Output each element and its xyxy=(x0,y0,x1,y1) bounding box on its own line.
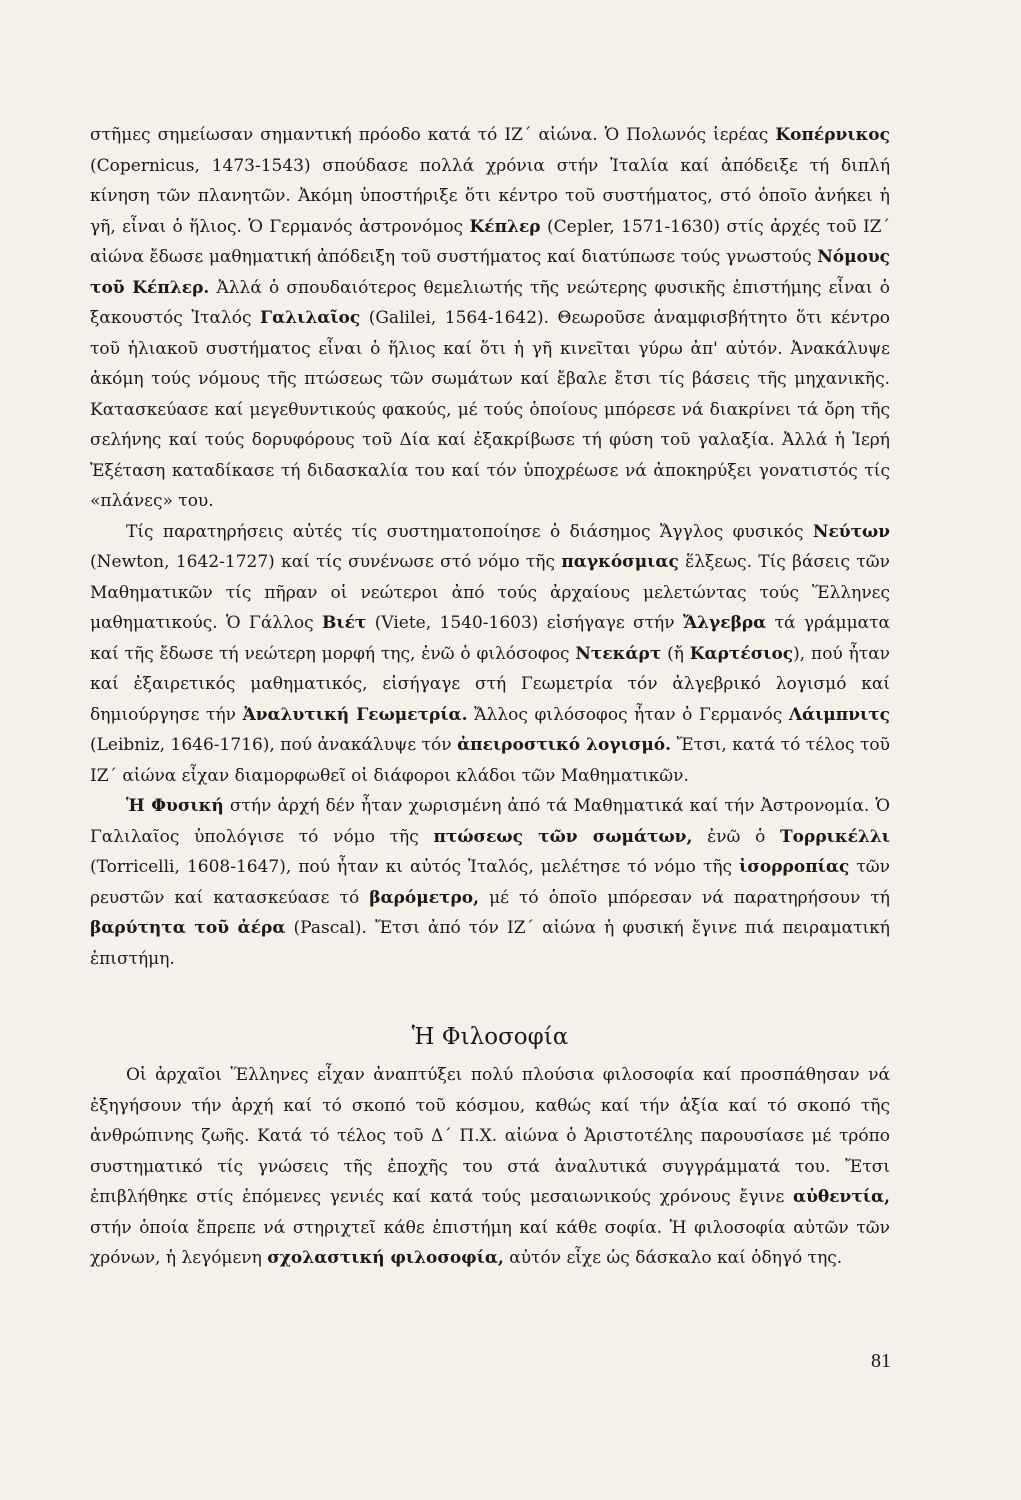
text-run: Ἀλλά ὁ σπουδαιότερος θεμελιωτής τῆς νεώτερης φυσικῆς ἐπιστήμης εἶναι ὁ ξακουστός Ἰταλός xyxy=(90,277,890,328)
section-body-text xyxy=(90,1060,890,1274)
text-run: τά γράμματα καί τῆς ἔδωσε τή νεώτερη μορφή της, ἐνῶ ὁ φιλόσοφος xyxy=(90,613,890,664)
bold-term: Νεύτων xyxy=(812,521,890,542)
bold-term: Κοπέρνικος xyxy=(775,125,890,145)
text-run: (Copernicus, 1473-1543) σπούδασε πολλά χρόνια στήν Ἰταλία καί ἀπόδειξε τή διπλή κίνηση τῶν πλανητῶν. Ἀκόμη ὑποστήριξε ὅτι κέντρο τοῦ συστήματος, στό ὁποῖο ἀνήκει ἡ γῆ, εἶναι ὁ ἥλιος. Ὁ Γερμανός ἀστρονόμος xyxy=(90,155,890,237)
text-run: (Leibniz, 1646-1716), πού ἀνακάλυψε τόν xyxy=(90,735,458,755)
bold-term: Λάιμπνιτς xyxy=(788,704,891,725)
bold-term: Τορρικέλλι xyxy=(780,826,890,847)
text-run: στήν ἀρχή δέν ἦταν χωρισμένη ἀπό τά Μαθηματικά καί τήν Ἀστρονομία. Ὁ Γαλιλαῖος ὑπολόγισε τό νόμο τῆς xyxy=(90,796,890,847)
page-number: 81 xyxy=(871,1350,891,1372)
text-run: (Cepler, 1571-1630) στίς ἀρχές τοῦ ΙΖ΄ αἰώνα ἔδωσε μαθηματική ἀπόδειξη τοῦ συστήματος καί διατύπωσε τούς γνωστούς xyxy=(90,216,890,267)
paragraph xyxy=(90,120,890,517)
bold-term: ἀπειροστικό λογισμό. xyxy=(457,735,672,755)
text-run: αὐτόν εἶχε ὡς δάσκαλο καί ὁδηγό της. xyxy=(503,1248,843,1268)
text-run: (Newton, 1642-1727) καί τίς συνένωσε στό νόμο τῆς xyxy=(90,552,562,572)
paragraph xyxy=(90,1060,890,1274)
text-run: (Galilei, 1564-1642). Θεωροῦσε ἀναμφισβήτητο ὅτι κέντρο τοῦ ἡλιακοῦ συστήματος εἶναι ὁ ἥλιος καί ὅτι ἡ γῆ κινεῖται γύρω ἀπ' αὐτόν. Ἀνακάλυψε ἀκόμη τούς νόμους τῆς πτώσεως τῶν σωμάτων καί ἔβαλε ἔτσι τίς βάσεις τῆς μηχανικῆς. Κατασκεύασε καί μεγεθυντικούς φακούς, μέ τούς ὁποίους μπόρεσε νά διακρίνει τά ὄρη τῆς σελήνης καί τούς δορυφόρους τοῦ Δία καί ἐξακρίβωσε τή φύση τοῦ γαλαξία. Ἀλλά ἡ Ἱερή Ἐξέταση καταδίκασε τή διδασκαλία του καί τόν ὑποχρέωσε νά ἀποκηρύξει γονατιστός τίς «πλάνες» του. xyxy=(90,308,890,511)
bold-term: Ἡ Φυσική xyxy=(126,796,224,816)
bold-term: ἰσορροπίας xyxy=(739,857,850,877)
text-run: (Pascal). Ἔτσι ἀπό τόν ΙΖ΄ αἰώνα ἡ φυσική ἔγινε πιά πειραματική ἐπιστήμη. xyxy=(90,918,890,969)
bold-term: Γαλιλαῖος xyxy=(260,308,361,328)
text-run: Τίς παρατηρήσεις αὐτές τίς συστηματοποίησε ὁ διάσημος Ἄγγλος φυσικός xyxy=(126,521,813,542)
section-heading: Ἡ Φιλοσοφία xyxy=(411,1024,569,1050)
bold-term: Ἄλγεβρα xyxy=(682,613,767,633)
bold-term: παγκόσμιας xyxy=(561,552,679,572)
text-run: (Viete, 1540-1603) εἰσήγαγε στήν xyxy=(366,613,683,633)
text-run: (Torricelli, 1608-1647), πού ἦταν κι αὐτός Ἰταλός, μελέτησε τό νόμο τῆς xyxy=(90,857,740,877)
body-text xyxy=(90,120,890,974)
text-run: τῶν ρευστῶν καί κατασκεύασε τό xyxy=(90,857,890,908)
bold-term: Κέπλερ xyxy=(469,216,541,237)
bold-term: Νόμους τοῦ Κέπλερ. xyxy=(90,247,890,298)
bold-term: βαρόμετρο, xyxy=(369,887,480,908)
bold-term: σχολαστική φιλοσοφία, xyxy=(267,1248,504,1268)
text-run: μέ τό ὁποῖο μπόρεσαν νά παρατηρήσουν τή xyxy=(479,887,890,908)
bold-term: Βιέτ xyxy=(321,613,367,633)
text-run: ἕλξεως. Τίς βάσεις τῶν Μαθηματικῶν τίς πῆραν οἱ νεώτεροι ἀπό τούς ἀρχαίους μελετώντας τούς Ἕλληνες μαθηματικούς. Ὁ Γάλλος xyxy=(90,552,890,633)
bold-term: Ἀναλυτική Γεωμετρία. xyxy=(242,704,468,725)
paragraph xyxy=(90,517,890,792)
bold-term: αὐθεντία, xyxy=(792,1187,890,1207)
bold-term: Καρτέσιος xyxy=(689,643,794,664)
paragraph xyxy=(90,791,890,974)
text-column xyxy=(90,120,890,1274)
bold-term: βαρύτητα τοῦ ἀέρα xyxy=(90,918,286,938)
text-run: στήν ὁποία ἔπρεπε νά στηριχτεῖ κάθε ἐπιστήμη καί κάθε σοφία. Ἡ φιλοσοφία αὐτῶν τῶν χρόνων, ἡ λεγόμενη xyxy=(90,1217,890,1268)
text-run: ), πού ἦταν καί ἐξαιρετικός μαθηματικός, εἰσήγαγε στή Γεωμετρία τόν ἀλγεβρικό λογισμό καί δημιούργησε τήν xyxy=(90,643,891,725)
bold-term: πτώσεως τῶν σωμάτων, xyxy=(433,826,693,847)
text-run: Ἄλλος φιλόσοφος ἦταν ὁ Γερμανός xyxy=(467,704,789,725)
text-run: Οἱ ἀρχαῖοι Ἕλληνες εἶχαν ἀναπτύξει πολύ πλούσια φιλοσοφία καί προσπάθησαν νά ἐξηγήσουν τήν ἀρχή καί τό σκοπό τοῦ κόσμου, καθώς καί τήν ἀξία καί τό σκοπό τῆς ἀνθρώπινης ζωῆς. Κατά τό τέλος τοῦ Δ΄ Π.Χ. αἰώνα ὁ Ἀριστοτέλης παρουσίασε μέ τρόπο συστηματικό τίς γνώσεις τῆς ἐποχῆς του στά ἀναλυτικά συγγράμματά του. Ἔτσι ἐπιβλήθηκε στίς ἑπόμενες γενιές καί κατά τούς μεσαιωνικούς χρόνους ἔγινε xyxy=(90,1065,890,1207)
bold-term: Ντεκάρτ xyxy=(575,643,662,664)
text-run: ἐνῶ ὁ xyxy=(692,826,781,847)
text-run: στῆμες σημείωσαν σημαντική πρόοδο κατά τό ΙΖ΄ αἰώνα. Ὁ Πολωνός ἱερέας xyxy=(90,125,776,145)
text-run: Ἔτσι, κατά τό τέλος τοῦ ΙΖ΄ αἰώνα εἶχαν διαμορφωθεῖ οἱ διάφοροι κλάδοι τῶν Μαθηματικῶν. xyxy=(90,735,890,786)
text-run: (ἤ xyxy=(661,643,690,664)
